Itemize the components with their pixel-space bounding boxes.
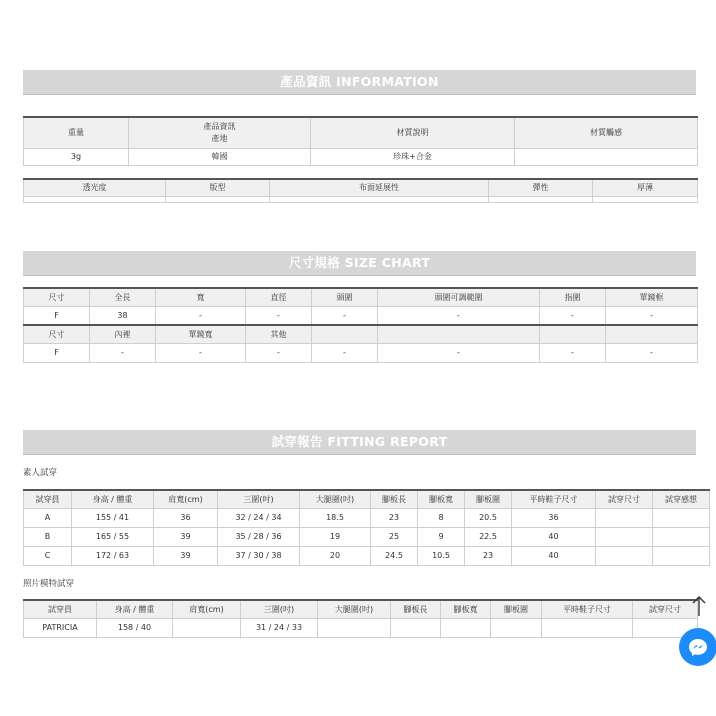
- table-cell: 韓國: [129, 148, 311, 165]
- table-header: 單鏡寬: [156, 325, 246, 343]
- table-cell: [596, 527, 653, 546]
- table-cell: 155 / 41: [72, 508, 154, 527]
- table-header-line: 產品資訊: [203, 121, 236, 131]
- table-cell: F: [24, 306, 90, 325]
- table-cell: -: [246, 306, 312, 325]
- table-header: 肩寬(cm): [173, 600, 241, 618]
- table-cell: -: [606, 306, 698, 325]
- table-header: [606, 325, 698, 343]
- amateur-fitting-label: 素人試穿: [23, 468, 58, 478]
- table-header: 寬: [156, 288, 246, 306]
- table-cell: [653, 546, 710, 565]
- table-header: 厚薄: [593, 179, 698, 196]
- table-cell: 39: [154, 546, 218, 565]
- table-cell: [441, 618, 491, 637]
- table-cell: -: [378, 306, 540, 325]
- table-cell: 32 / 24 / 34: [218, 508, 300, 527]
- table-header: [540, 325, 606, 343]
- table-cell: -: [540, 343, 606, 362]
- amateur-fitting-table: [23, 489, 710, 566]
- table-cell: 40: [512, 546, 596, 565]
- table-header: 單鏡框: [606, 288, 698, 306]
- table-header: 試穿尺寸: [633, 600, 698, 618]
- table-header: 其他: [246, 325, 312, 343]
- table-cell: 35 / 28 / 36: [218, 527, 300, 546]
- table-cell: [24, 196, 166, 202]
- table-cell: [391, 618, 441, 637]
- table-header: 布面延展性: [270, 179, 489, 196]
- table-cell: 39: [154, 527, 218, 546]
- back-to-top-button[interactable]: [689, 595, 709, 617]
- table-cell: 37 / 30 / 38: [218, 546, 300, 565]
- table-header: 版型: [166, 179, 270, 196]
- table-cell: C: [24, 546, 72, 565]
- info-table-2: [23, 178, 698, 203]
- table-header: 全長: [90, 288, 156, 306]
- table-header: 腳板長: [391, 600, 441, 618]
- table-header: 試穿員: [24, 600, 97, 618]
- table-cell: [318, 618, 391, 637]
- table-cell: [491, 618, 542, 637]
- model-fitting-label: 照片模特試穿: [23, 579, 75, 589]
- table-header: 試穿尺寸: [596, 490, 653, 508]
- table-row: [24, 527, 710, 546]
- table-cell: 31 / 24 / 33: [241, 618, 318, 637]
- table-cell: [489, 196, 593, 202]
- table-cell: [593, 196, 698, 202]
- table-cell: F: [24, 343, 90, 362]
- table-cell: [596, 508, 653, 527]
- table-header: 頭圍: [312, 288, 378, 306]
- table-header: 頭圍可調範圍: [378, 288, 540, 306]
- table-cell: A: [24, 508, 72, 527]
- fitting-report-banner: 試穿報告 FITTING REPORT: [23, 430, 696, 455]
- table-cell: -: [312, 306, 378, 325]
- table-header: 指圍: [540, 288, 606, 306]
- table-cell: -: [156, 306, 246, 325]
- table-cell: 25: [371, 527, 418, 546]
- table-cell: 22.5: [465, 527, 512, 546]
- info-table-1: [23, 116, 698, 166]
- table-header: [129, 117, 311, 148]
- table-header: 材質觸感: [515, 117, 698, 148]
- table-header: 腳板寬: [441, 600, 491, 618]
- table-cell: 珍珠+合金: [311, 148, 515, 165]
- table-cell: -: [156, 343, 246, 362]
- table-header: 三圍(吋): [241, 600, 318, 618]
- table-cell: [270, 196, 489, 202]
- table-header: 大腿圍(吋): [318, 600, 391, 618]
- table-header: 平時鞋子尺寸: [512, 490, 596, 508]
- table-cell: 36: [512, 508, 596, 527]
- table-header: 尺寸: [24, 325, 90, 343]
- table-cell: [596, 546, 653, 565]
- table-header: [312, 325, 378, 343]
- table-header: 彈性: [489, 179, 593, 196]
- table-header: 大腿圍(吋): [300, 490, 371, 508]
- table-cell: [542, 618, 633, 637]
- table-cell: 10.5: [418, 546, 465, 565]
- table-cell: [653, 508, 710, 527]
- table-row: [24, 618, 698, 637]
- table-header: 材質說明: [311, 117, 515, 148]
- table-header: 內裡: [90, 325, 156, 343]
- table-cell: [166, 196, 270, 202]
- table-header: 腳板寬: [418, 490, 465, 508]
- table-cell: 9: [418, 527, 465, 546]
- table-header: 身高 / 體重: [72, 490, 154, 508]
- table-cell: 23: [465, 546, 512, 565]
- table-cell: 23: [371, 508, 418, 527]
- table-cell: -: [90, 343, 156, 362]
- table-cell: -: [378, 343, 540, 362]
- table-cell: 3g: [24, 148, 129, 165]
- table-header: 試穿員: [24, 490, 72, 508]
- info-banner: 產品資訊 INFORMATION: [23, 70, 696, 95]
- table-cell: 18.5: [300, 508, 371, 527]
- table-header: 腳板圍: [491, 600, 542, 618]
- table-cell: [515, 148, 698, 165]
- table-header: 平時鞋子尺寸: [542, 600, 633, 618]
- model-fitting-table: [23, 599, 698, 638]
- size-chart-banner: 尺寸規格 SIZE CHART: [23, 251, 696, 276]
- messenger-chat-button[interactable]: [679, 628, 716, 666]
- table-cell: [173, 618, 241, 637]
- table-cell: 165 / 55: [72, 527, 154, 546]
- table-header-line: 產地: [211, 133, 228, 143]
- table-cell: 19: [300, 527, 371, 546]
- table-cell: -: [606, 343, 698, 362]
- table-row: [24, 546, 710, 565]
- table-cell: PATRICIA: [24, 618, 97, 637]
- table-cell: 40: [512, 527, 596, 546]
- table-cell: 38: [90, 306, 156, 325]
- table-cell: 158 / 40: [97, 618, 173, 637]
- table-cell: 8: [418, 508, 465, 527]
- table-cell: B: [24, 527, 72, 546]
- table-cell: 36: [154, 508, 218, 527]
- table-cell: [653, 527, 710, 546]
- table-header: 腳板圍: [465, 490, 512, 508]
- table-cell: 20: [300, 546, 371, 565]
- table-header: 直徑: [246, 288, 312, 306]
- arrow-up-icon: [689, 595, 709, 617]
- table-header: 尺寸: [24, 288, 90, 306]
- messenger-icon: [688, 638, 708, 656]
- table-header: [378, 325, 540, 343]
- table-cell: 24.5: [371, 546, 418, 565]
- table-header: 身高 / 體重: [97, 600, 173, 618]
- table-cell: 172 / 63: [72, 546, 154, 565]
- table-cell: -: [540, 306, 606, 325]
- table-cell: -: [312, 343, 378, 362]
- table-header: 透光度: [24, 179, 166, 196]
- table-header: 肩寬(cm): [154, 490, 218, 508]
- table-header: 三圍(吋): [218, 490, 300, 508]
- table-cell: -: [246, 343, 312, 362]
- table-row: [24, 508, 710, 527]
- table-header: 試穿感想: [653, 490, 710, 508]
- size-chart-table: [23, 287, 698, 363]
- table-cell: 20.5: [465, 508, 512, 527]
- table-header: 腳板長: [371, 490, 418, 508]
- table-header: 重量: [24, 117, 129, 148]
